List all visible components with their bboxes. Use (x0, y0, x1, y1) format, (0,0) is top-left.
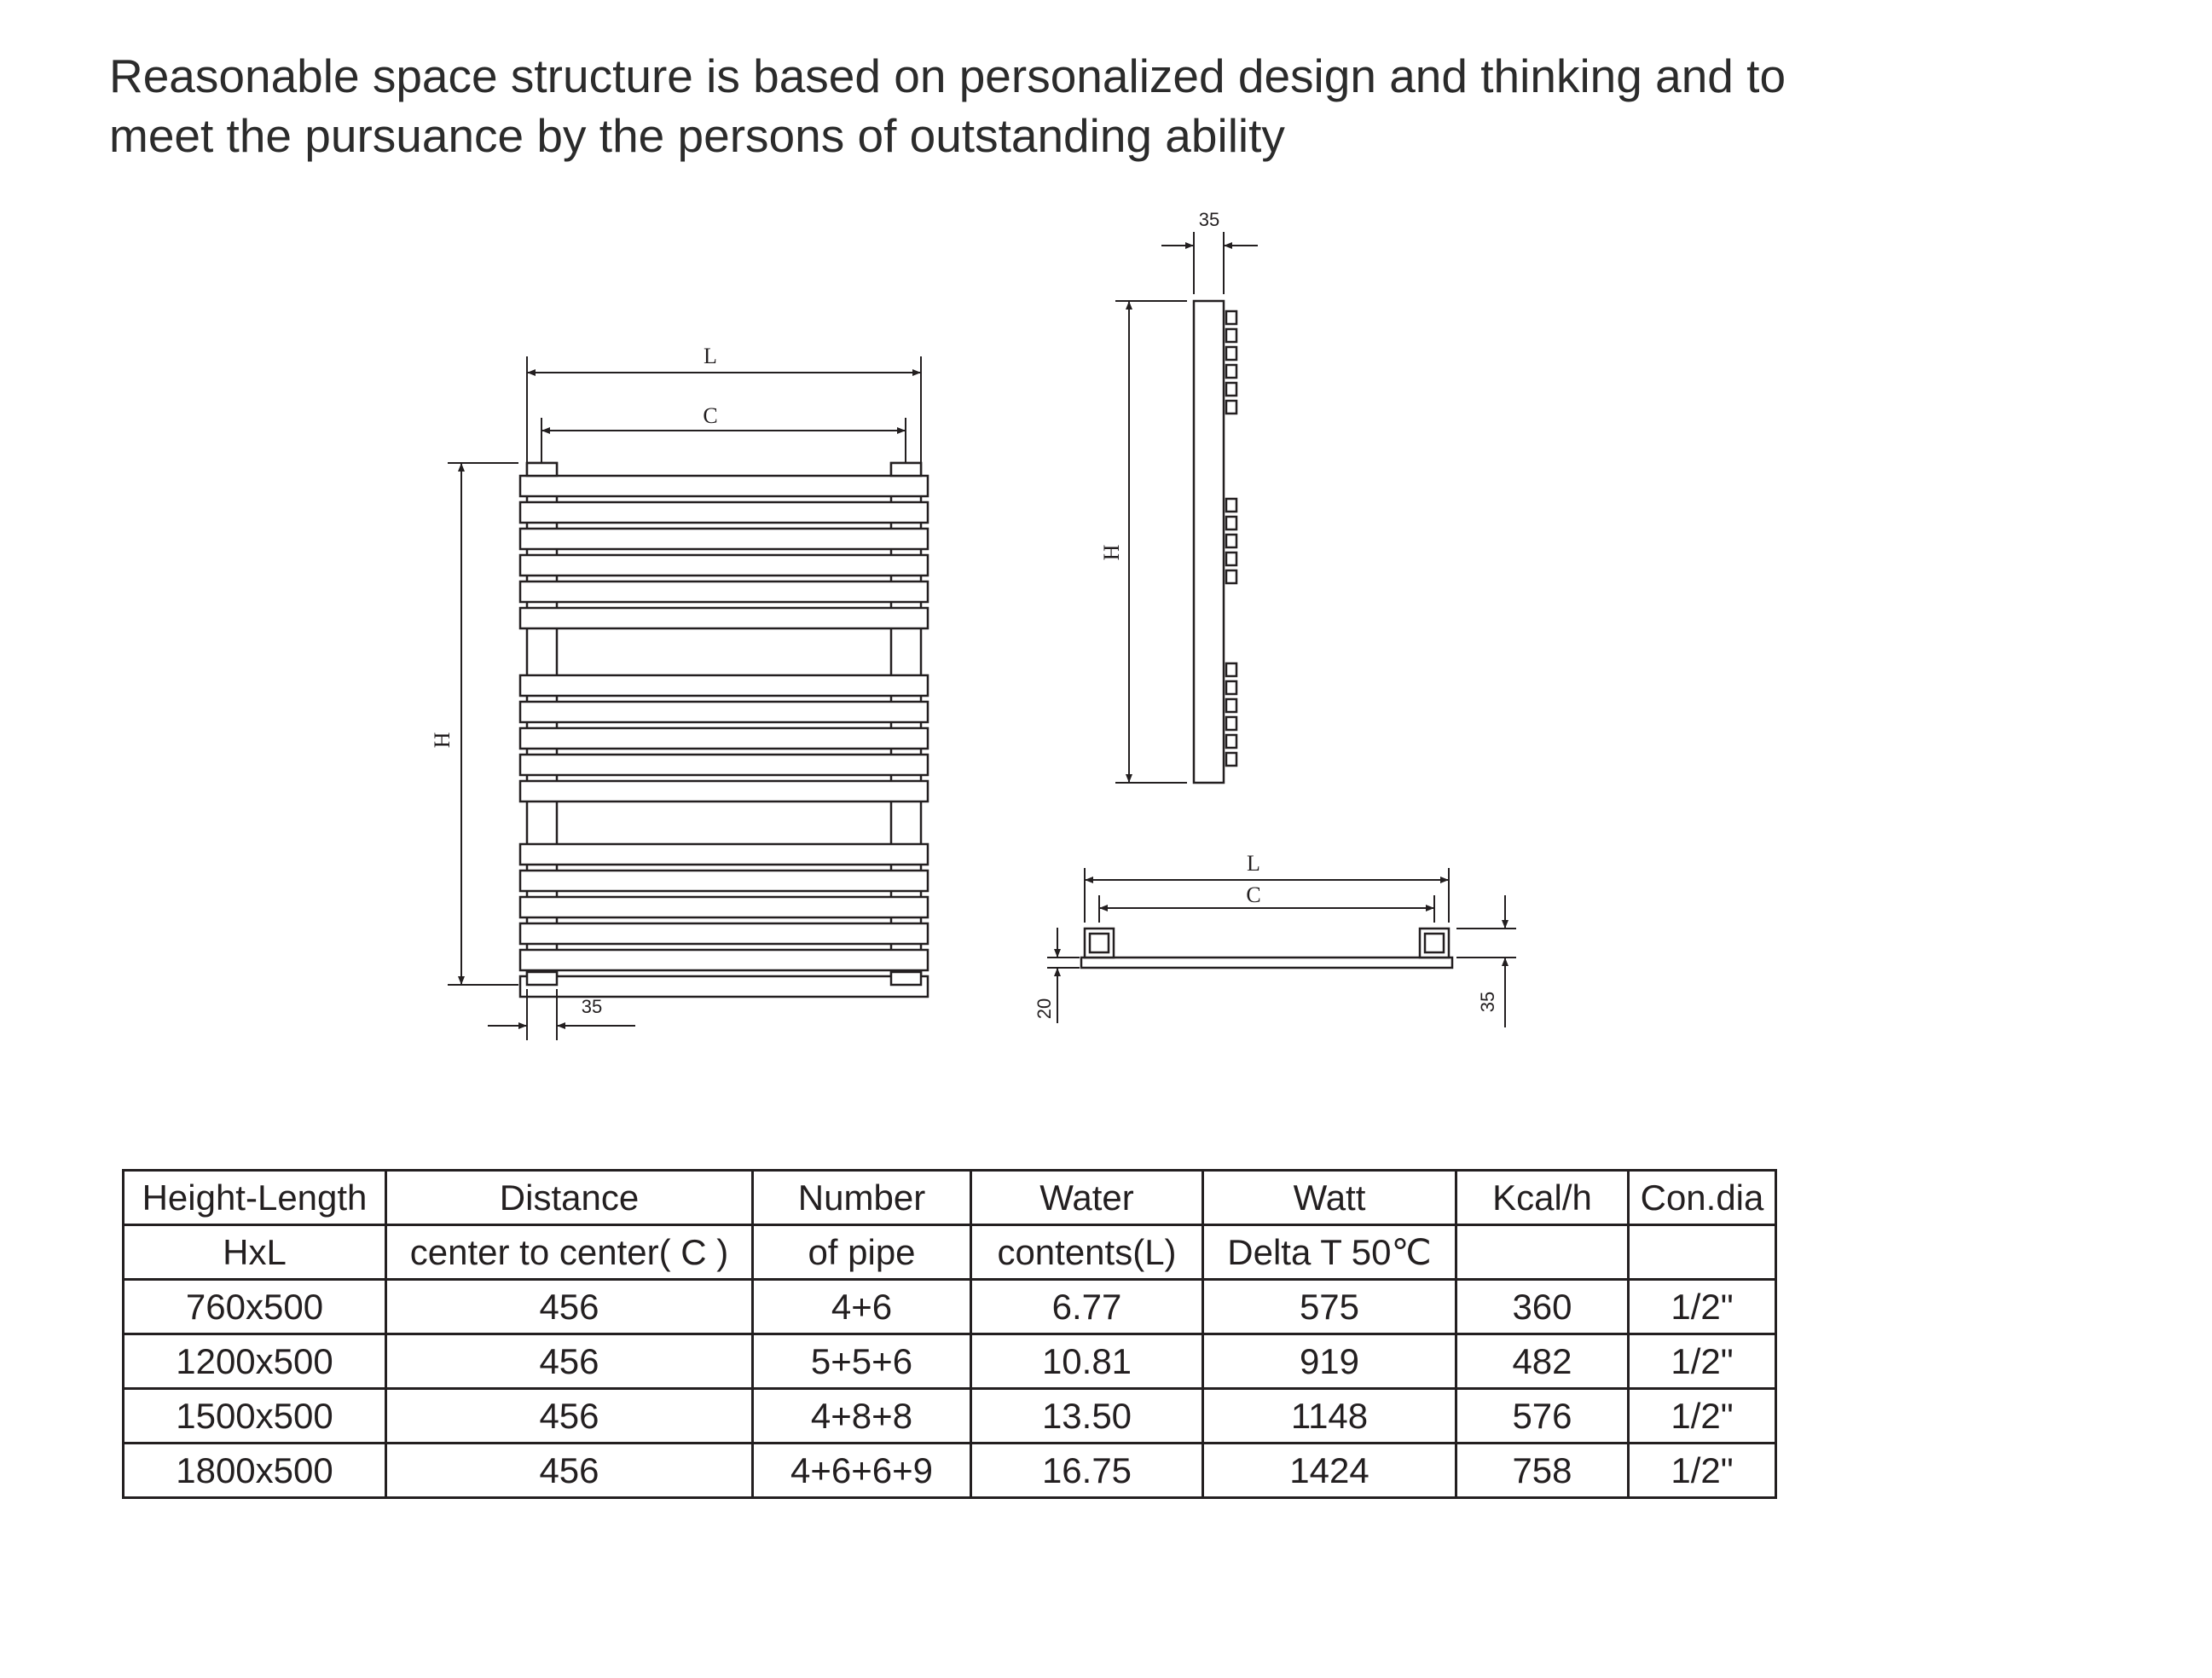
table-cell: 919 (1203, 1334, 1456, 1389)
side-tube-end (1226, 499, 1236, 512)
table-row (124, 1444, 1776, 1498)
side-tube-end (1226, 753, 1236, 766)
table-cell: 456 (386, 1389, 753, 1444)
horizontal-tubes (520, 463, 928, 997)
front-length-label: L (704, 344, 717, 368)
table-cell: 1/2" (1629, 1444, 1776, 1498)
table-cell: 576 (1456, 1389, 1629, 1444)
table-cell: 1424 (1203, 1444, 1456, 1498)
horizontal-tube (520, 844, 928, 865)
side-tube-end (1226, 699, 1236, 712)
side-tube-end (1226, 365, 1236, 378)
collector-cap (527, 463, 557, 476)
table-header-cell (1456, 1225, 1629, 1280)
side-tube-end (1226, 517, 1236, 529)
table-cell: 1500x500 (124, 1389, 386, 1444)
horizontal-tube (520, 728, 928, 749)
table-cell: 1148 (1203, 1389, 1456, 1444)
top-tube (1081, 958, 1452, 968)
table-cell: 482 (1456, 1334, 1629, 1389)
front-height-label: H (430, 732, 455, 749)
table-cell: 13.50 (971, 1389, 1203, 1444)
table-cell: 6.77 (971, 1280, 1203, 1334)
top-view (1047, 868, 1516, 1027)
collector-cap (891, 463, 921, 476)
table-cell: 456 (386, 1334, 753, 1389)
table-cell: 16.75 (971, 1444, 1203, 1498)
side-height-label: H (1099, 544, 1124, 561)
table-cell: 1/2" (1629, 1389, 1776, 1444)
table-header-cell: HxL (124, 1225, 386, 1280)
table-cell: 456 (386, 1280, 753, 1334)
side-tube-end (1226, 383, 1236, 396)
table-cell: 4+6+6+9 (753, 1444, 971, 1498)
top-center-label: C (1246, 882, 1261, 907)
table-cell: 1800x500 (124, 1444, 386, 1498)
table-header-cell: Delta T 50℃ (1203, 1225, 1456, 1280)
horizontal-tube (520, 755, 928, 775)
heading-line-2: meet the pursuance by the persons of outstanding ability (109, 109, 1285, 162)
table-header-row-1 (124, 1171, 1776, 1225)
table-row (124, 1334, 1776, 1389)
front-view (448, 356, 928, 1040)
side-tube-end (1226, 347, 1236, 360)
side-tube-end (1226, 570, 1236, 583)
side-tube-end (1226, 681, 1236, 694)
table-header-cell: contents(L) (971, 1225, 1203, 1280)
side-tube-end (1226, 401, 1236, 414)
horizontal-tube (520, 555, 928, 576)
table-cell: 360 (1456, 1280, 1629, 1334)
heading-line-1: Reasonable space structure is based on personalized design and thinking and to (109, 49, 1786, 102)
table-cell: 5+5+6 (753, 1334, 971, 1389)
side-tube-end (1226, 311, 1236, 324)
horizontal-tube (520, 871, 928, 891)
table-row (124, 1389, 1776, 1444)
table-cell: 758 (1456, 1444, 1629, 1498)
table-header-cell: Con.dia (1629, 1171, 1776, 1225)
side-tube-end (1226, 663, 1236, 676)
collector-cap (891, 972, 921, 985)
table-header-cell: Water (971, 1171, 1203, 1225)
top-length-label: L (1247, 851, 1260, 876)
horizontal-tube (520, 950, 928, 970)
table-cell: 760x500 (124, 1280, 386, 1334)
table-row (124, 1280, 1776, 1334)
table-cell: 456 (386, 1444, 753, 1498)
side-tube-ends (1226, 311, 1236, 766)
horizontal-tube (520, 502, 928, 523)
table-header-row-2 (124, 1225, 1776, 1280)
horizontal-tube (520, 476, 928, 496)
table-cell: 575 (1203, 1280, 1456, 1334)
side-tube-end (1226, 717, 1236, 730)
collector-cap (527, 972, 557, 985)
side-tube-end (1226, 735, 1236, 748)
table-header-cell: Watt (1203, 1171, 1456, 1225)
table-cell: 4+8+8 (753, 1389, 971, 1444)
front-center-label: C (703, 403, 718, 428)
horizontal-tube (520, 923, 928, 944)
table-cell: 4+6 (753, 1280, 971, 1334)
table-cell: 1/2" (1629, 1280, 1776, 1334)
table-header-cell: center to center( C ) (386, 1225, 753, 1280)
table-cell: 10.81 (971, 1334, 1203, 1389)
horizontal-tube (520, 529, 928, 549)
side-tube-end (1226, 329, 1236, 342)
horizontal-tube (520, 675, 928, 696)
top-wall-label: 20 (1034, 998, 1055, 1020)
front-tube-label: 35 (581, 996, 603, 1017)
table-header-cell: Kcal/h (1456, 1171, 1629, 1225)
table-header-cell: Distance (386, 1171, 753, 1225)
top-depth-label: 35 (1477, 991, 1498, 1013)
table-header-cell: of pipe (753, 1225, 971, 1280)
horizontal-tube (520, 582, 928, 602)
table-header-cell: Number (753, 1171, 971, 1225)
side-tube-end (1226, 535, 1236, 547)
table-cell: 1200x500 (124, 1334, 386, 1389)
table-header-cell: Height-Length (124, 1171, 386, 1225)
side-view (1115, 232, 1258, 783)
horizontal-tube (520, 897, 928, 917)
side-tube-end (1226, 553, 1236, 565)
horizontal-tube (520, 702, 928, 722)
table-header-cell (1629, 1225, 1776, 1280)
side-depth-label: 35 (1198, 209, 1220, 230)
spec-table (122, 1169, 1777, 1499)
side-collector (1194, 301, 1224, 783)
horizontal-tube (520, 976, 928, 997)
table-cell: 1/2" (1629, 1334, 1776, 1389)
horizontal-tube (520, 781, 928, 801)
horizontal-tube (520, 608, 928, 628)
